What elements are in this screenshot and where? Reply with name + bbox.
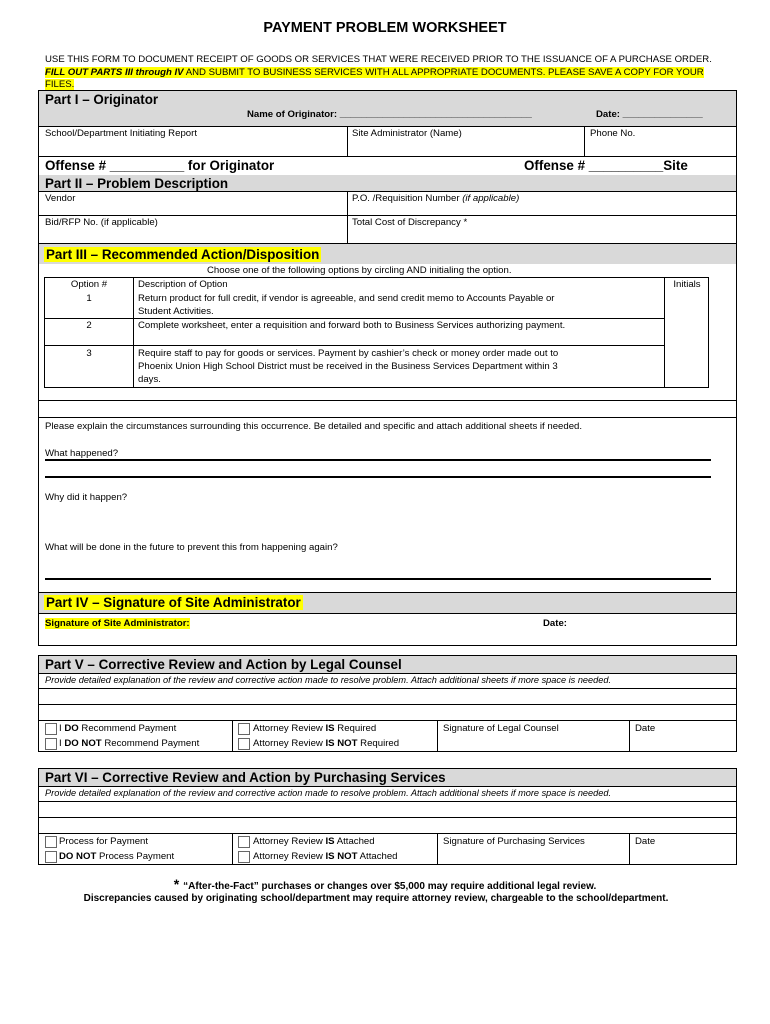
part1-heading: Part I – Originator <box>45 92 159 107</box>
divider <box>39 720 736 721</box>
option-description: Complete worksheet, enter a requisition and forward both to Business Services authorizing payment. <box>138 320 566 331</box>
divider <box>39 417 736 418</box>
cb-text: Process Payment <box>96 851 175 862</box>
cb-text-bold: DO NOT <box>64 738 102 749</box>
footer-note-2: Discrepancies caused by originating school/department may require attorney review, chargeable to the school/department. <box>83 893 669 904</box>
do-not-process-checkbox[interactable] <box>45 851 57 863</box>
originator-name-label: Name of Originator: ____________________________________ <box>247 109 532 120</box>
what-happened-label: What happened? <box>45 448 119 459</box>
intro-highlight-bold: FILL OUT PARTS III through IV <box>45 66 184 78</box>
attorney-not-required-label <box>253 738 399 749</box>
attorney-required-checkbox[interactable] <box>238 723 250 735</box>
divider <box>45 345 664 346</box>
originator-date-label: Date: _______________ <box>596 109 703 120</box>
cb-text-bold: DO NOT <box>59 851 97 862</box>
divider <box>39 786 736 787</box>
phone-label: Phone No. <box>590 128 636 139</box>
explain-instruction: Please explain the circumstances surrounding this occurrence. Be detailed and specific and attach additional sheets if needed. <box>45 421 583 432</box>
option-number-header: Option # <box>70 279 108 290</box>
po-label-italic: (if applicable) <box>462 193 520 204</box>
divider <box>39 126 736 127</box>
why-label: Why did it happen? <box>45 492 128 503</box>
cb-text-bold: IS <box>325 836 335 847</box>
divider <box>347 191 348 243</box>
divider <box>39 613 736 614</box>
divider <box>39 688 736 689</box>
offense-site: Offense # __________Site <box>524 158 688 173</box>
option-number: 1 <box>86 293 92 304</box>
option-number: 2 <box>86 320 92 331</box>
bid-rfp-label: Bid/RFP No. (if applicable) <box>45 217 158 228</box>
part4-heading: Part IV – Signature of Site Administrator <box>46 595 301 610</box>
attorney-attached-label <box>253 836 375 847</box>
footer-note-1 <box>0 876 770 892</box>
cb-text: Attorney Review <box>253 851 326 862</box>
divider <box>664 277 665 388</box>
do-not-recommend-checkbox[interactable] <box>45 738 57 750</box>
part5-instruction: Provide detailed explanation of the review and corrective action made to resolve problem. Attach additional sheets if more space is needed. <box>45 675 612 685</box>
part3-instruction: Choose one of the following options by circling AND initialing the option. <box>207 265 512 276</box>
offense-originator: Offense # __________ for Originator <box>45 158 275 173</box>
cb-text: Attorney Review <box>253 836 326 847</box>
divider <box>629 833 630 865</box>
divider <box>45 318 664 319</box>
do-not-recommend-label <box>59 738 199 749</box>
cb-text: Attached <box>334 836 375 847</box>
cb-text: Attorney Review <box>253 723 326 734</box>
site-admin-label: Site Administrator (Name) <box>352 128 462 139</box>
option-description: Require staff to pay for goods or services. Payment by cashier’s check or money order made out to <box>138 348 559 359</box>
po-label <box>352 193 519 204</box>
divider <box>39 817 736 818</box>
divider <box>39 400 736 401</box>
purchasing-date-label: Date <box>635 836 656 847</box>
purchasing-signature-label: Signature of Purchasing Services <box>443 836 585 847</box>
answer-line[interactable] <box>45 476 711 478</box>
cb-text: Required <box>334 723 377 734</box>
site-admin-signature-label: Signature of Site Administrator: <box>45 618 190 629</box>
intro-highlight-rest: AND SUBMIT TO BUSINESS SERVICES WITH ALL APPROPRIATE DOCUMENTS. PLEASE SAVE A COPY FOR YOUR FILES. <box>45 66 704 90</box>
cb-text: Recommend Payment <box>101 738 200 749</box>
option-description-header: Description of Option <box>138 279 228 290</box>
attorney-attached-checkbox[interactable] <box>238 836 250 848</box>
divider <box>437 720 438 752</box>
divider <box>232 833 233 865</box>
cb-text: I <box>59 738 65 749</box>
do-recommend-checkbox[interactable] <box>45 723 57 735</box>
option-description: days. <box>138 374 161 385</box>
divider <box>347 126 348 156</box>
cb-text: Attached <box>357 851 398 862</box>
initials-header: Initials <box>673 279 701 290</box>
attorney-required-label <box>253 723 376 734</box>
divider <box>232 720 233 752</box>
part5-heading: Part V – Corrective Review and Action by Legal Counsel <box>45 657 402 672</box>
option-description: Student Activities. <box>138 306 214 317</box>
intro-plain: USE THIS FORM TO DOCUMENT RECEIPT OF GOODS OR SERVICES THAT WERE RECEIVED PRIOR TO THE ISSUANCE OF A PURCHASE ORDER. <box>45 54 712 65</box>
divider <box>437 833 438 865</box>
divider <box>39 801 736 802</box>
divider <box>39 833 736 834</box>
part2-heading: Part II – Problem Description <box>45 176 229 191</box>
process-payment-checkbox[interactable] <box>45 836 57 848</box>
divider <box>584 126 585 156</box>
option-description: Return product for full credit, if vendor is agreeable, and send credit memo to Accounts Payable or <box>138 293 555 304</box>
legal-counsel-signature-label: Signature of Legal Counsel <box>443 723 559 734</box>
divider <box>39 704 736 705</box>
divider <box>39 673 736 674</box>
attorney-not-required-checkbox[interactable] <box>238 738 250 750</box>
attorney-not-attached-checkbox[interactable] <box>238 851 250 863</box>
po-label-text: P.O. /Requisition Number <box>352 193 463 204</box>
process-payment-label: Process for Payment <box>59 836 149 847</box>
part3-heading: Part III – Recommended Action/Disposition <box>46 247 320 262</box>
divider <box>629 720 630 752</box>
cb-text-bold: IS NOT <box>325 851 358 862</box>
asterisk: * <box>173 876 180 892</box>
cb-text: Attorney Review <box>253 738 326 749</box>
intro-text <box>45 54 720 92</box>
cb-text-bold: DO <box>64 723 79 734</box>
divider <box>39 156 736 157</box>
divider <box>133 277 134 388</box>
site-admin-date-label: Date: <box>543 618 567 629</box>
footer-note-1-text: “After-the-Fact” purchases or changes over $5,000 may require additional legal review. <box>183 881 597 892</box>
legal-counsel-date-label: Date <box>635 723 656 734</box>
answer-line[interactable] <box>45 578 711 580</box>
answer-line[interactable] <box>45 459 711 461</box>
do-not-process-label <box>59 851 174 862</box>
cb-text: Required <box>357 738 400 749</box>
part6-heading: Part VI – Corrective Review and Action by Purchasing Services <box>45 770 446 785</box>
option-number: 3 <box>86 348 92 359</box>
divider <box>39 191 736 192</box>
do-recommend-label <box>59 723 176 734</box>
cb-text: Recommend Payment <box>78 723 177 734</box>
part6-instruction: Provide detailed explanation of the review and corrective action made to resolve problem. Attach additional sheets if more space is needed. <box>45 788 612 798</box>
prevent-label: What will be done in the future to prevent this from happening again? <box>45 542 338 553</box>
cb-text: I <box>59 723 65 734</box>
page-title: PAYMENT PROBLEM WORKSHEET <box>263 20 507 36</box>
cb-text-bold: IS NOT <box>325 738 358 749</box>
total-cost-label: Total Cost of Discrepancy * <box>352 217 468 228</box>
vendor-label: Vendor <box>45 193 76 204</box>
divider <box>39 215 736 216</box>
option-description: Phoenix Union High School District must be received in the Business Services Department within 3 <box>138 361 558 372</box>
school-dept-label: School/Department Initiating Report <box>45 128 197 139</box>
attorney-not-attached-label <box>253 851 398 862</box>
cb-text-bold: IS <box>325 723 335 734</box>
